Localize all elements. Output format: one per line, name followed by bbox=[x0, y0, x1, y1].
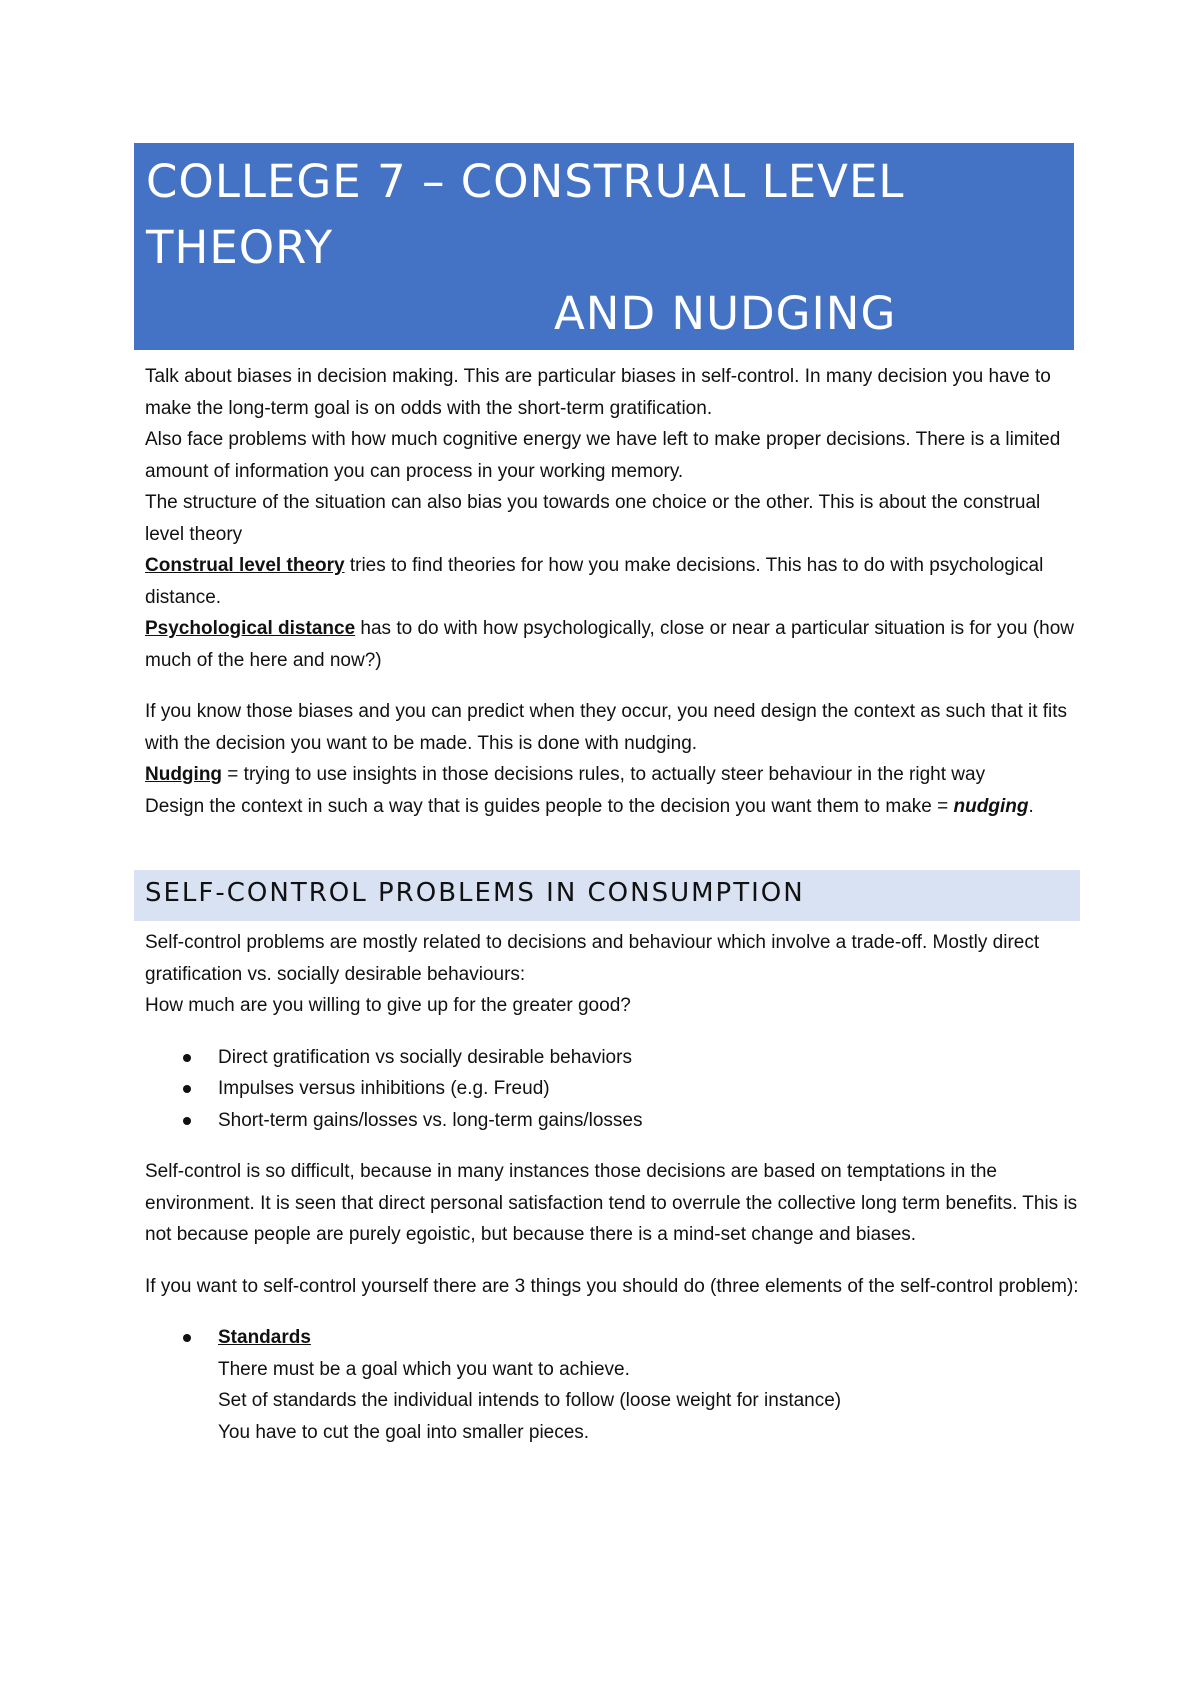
bullet-icon bbox=[183, 1334, 191, 1342]
bullet-icon bbox=[183, 1085, 191, 1093]
list-item bbox=[145, 1322, 1080, 1448]
list-item-text: Short-term gains/losses vs. long-term gains/losses bbox=[218, 1109, 643, 1131]
standards-line-3: You have to cut the goal into smaller pieces. bbox=[218, 1421, 590, 1443]
section-paragraph-4: If you want to self-control yourself there are 3 things you should do (three elements of the self-control problem): bbox=[145, 1275, 1079, 1297]
title-line-3: AND NUDGING bbox=[554, 287, 897, 340]
nudging-text: = trying to use insights in those decisions rules, to actually steer behaviour in the right way bbox=[222, 764, 986, 785]
nudging-definition bbox=[145, 759, 1080, 791]
title-line-2: THEORY bbox=[146, 221, 334, 274]
intro-paragraph-2: Also face problems with how much cognitive energy we have left to make proper decisions. There is a limited amount of information you can process in your working memory. bbox=[145, 429, 1061, 482]
p5-term: nudging bbox=[953, 795, 1029, 817]
bullet-icon bbox=[183, 1117, 191, 1125]
p5-end: . bbox=[1028, 795, 1034, 817]
standards-line-1: There must be a goal which you want to achieve. bbox=[218, 1358, 630, 1380]
section-paragraph-3: Self-control is so difficult, because in many instances those decisions are based on temptations in the environment. It is seen that direct personal satisfaction tend to overrule the collective long term benefits. This is not because people are purely egoistic, but because there is a mind-set change and biases. bbox=[145, 1161, 1078, 1245]
clt-text: tries to find theories for how you make decisions. This has to do with psychological distance. bbox=[145, 555, 1044, 608]
clt-term: Construal level theory bbox=[145, 555, 345, 576]
p5-text: Design the context in such a way that is guides people to the decision you want them to make = bbox=[145, 795, 954, 817]
pd-term: Psychological distance bbox=[145, 618, 356, 639]
intro-paragraph-1: Talk about biases in decision making. This are particular biases in self-control. In many decision you have to make the long-term goal is on odds with the short-term gratification. bbox=[145, 366, 1051, 419]
bullet-list bbox=[145, 1042, 1080, 1137]
standards-line-2: Set of standards the individual intends to follow (loose weight for instance) bbox=[218, 1390, 842, 1411]
list-item bbox=[145, 1042, 1080, 1074]
standards-list bbox=[145, 1322, 1080, 1448]
intro-section bbox=[145, 361, 1080, 822]
section-paragraph-1: Self-control problems are mostly related to decisions and behaviour which involve a trade-off. Mostly direct gratification vs. socially desirable behaviours: bbox=[145, 932, 1040, 985]
list-item-text: Direct gratification vs socially desirable behaviors bbox=[218, 1046, 632, 1068]
pd-definition bbox=[145, 613, 1080, 676]
bullet-icon bbox=[183, 1054, 191, 1062]
section-paragraph-2: How much are you willing to give up for the greater good? bbox=[145, 995, 631, 1016]
intro-paragraph-3: The structure of the situation can also bias you towards one choice or the other. This is about the construal level theory bbox=[145, 492, 1041, 545]
list-item bbox=[145, 1105, 1080, 1137]
list-item-text: Impulses versus inhibitions (e.g. Freud) bbox=[218, 1078, 550, 1099]
intro-paragraph-4: If you know those biases and you can predict when they occur, you need design the context as such that it fits with the decision you want to be made. This is done with nudging. bbox=[145, 701, 1068, 754]
section-heading: SELF-CONTROL PROBLEMS IN CONSUMPTION bbox=[145, 878, 805, 908]
standards-term: Standards bbox=[218, 1327, 311, 1348]
self-control-section bbox=[145, 927, 1080, 1448]
title-line-1: COLLEGE 7 – CONSTRUAL LEVEL bbox=[146, 155, 905, 208]
nudging-term: Nudging bbox=[145, 764, 223, 785]
title-banner bbox=[134, 143, 1074, 350]
pd-text: has to do with how psychologically, close or near a particular situation is for you (how much of the here and now?) bbox=[145, 618, 1074, 671]
clt-definition bbox=[145, 550, 1080, 613]
list-item bbox=[145, 1073, 1080, 1105]
intro-paragraph-5 bbox=[145, 791, 1080, 823]
